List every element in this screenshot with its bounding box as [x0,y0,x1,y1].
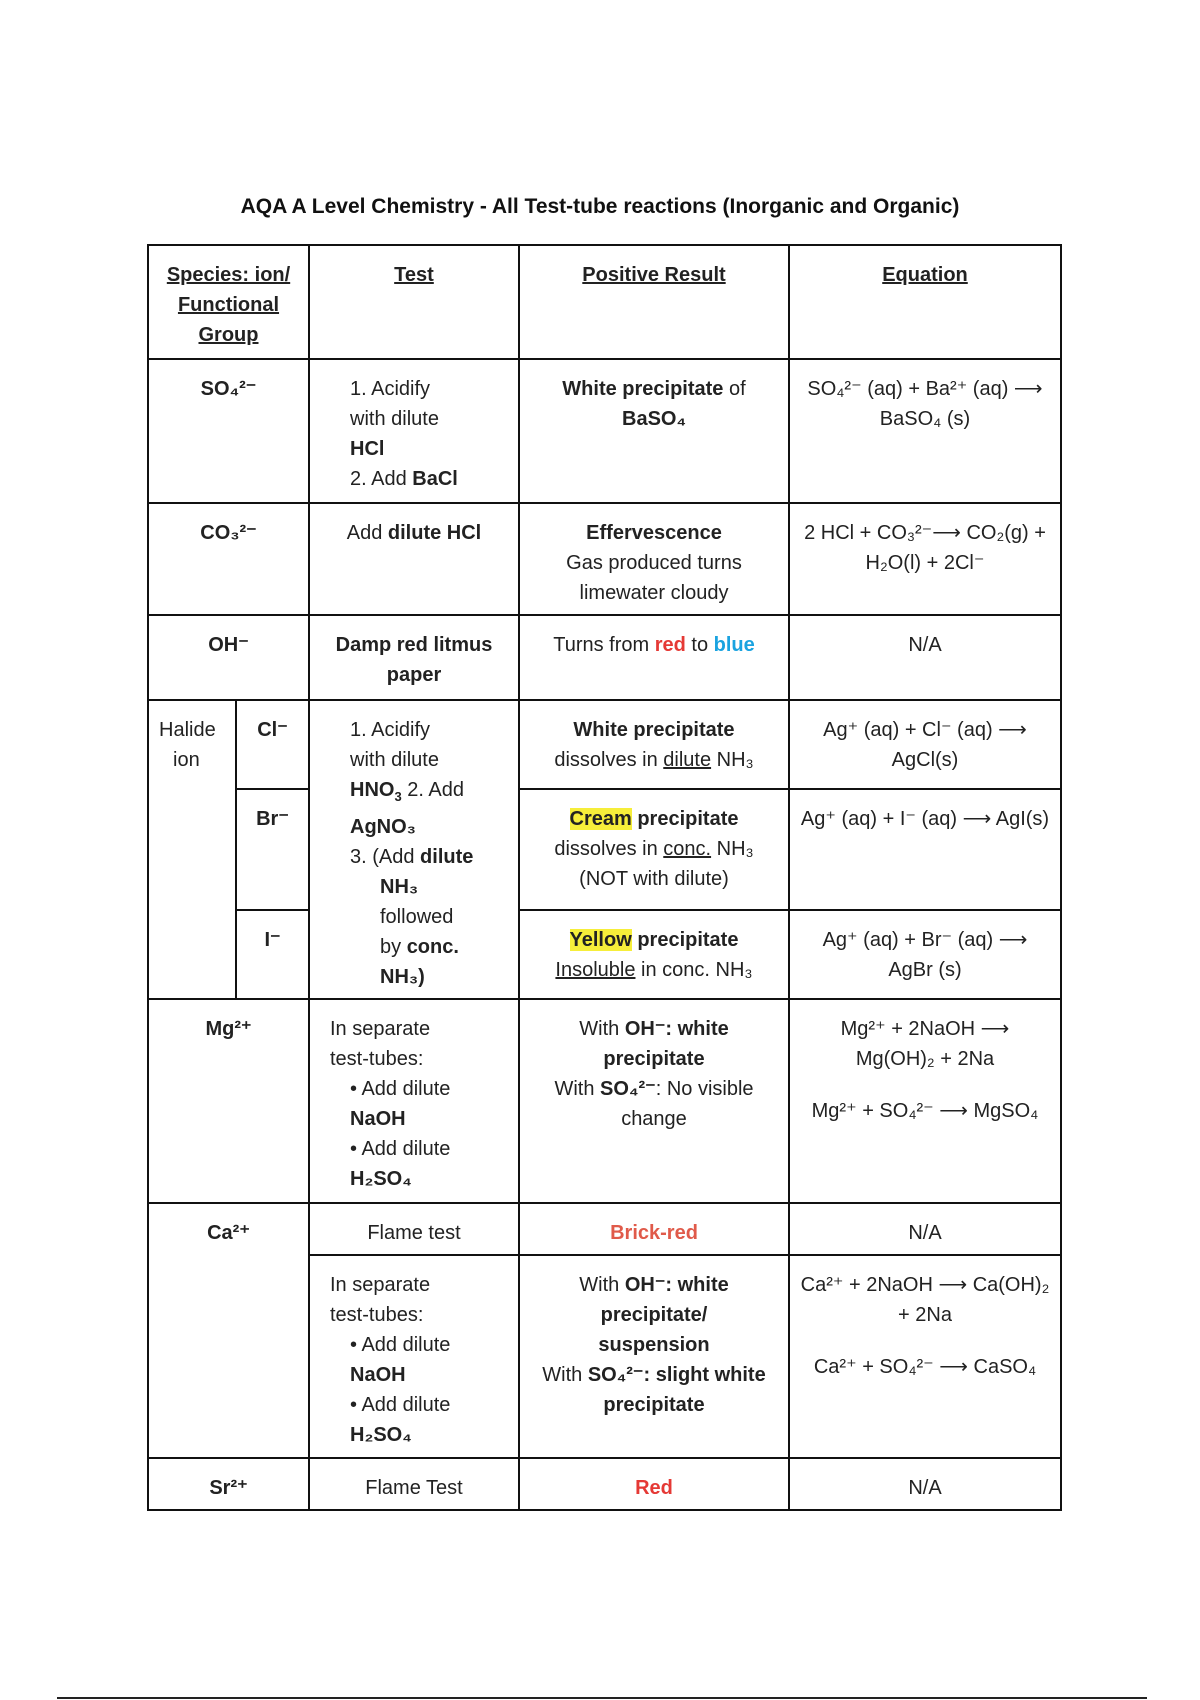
row-halide-bromide [148,789,1061,911]
equation-strontium: N/A [789,1458,1061,1510]
species-hydroxide: OH⁻ [148,615,309,700]
halide-label: Halide ion [148,700,236,999]
equation-sulfate: SO₄²⁻ (aq) + Ba²⁺ (aq) ⟶ BaSO₄ (s) [789,359,1061,503]
reactions-table [147,244,1062,1511]
result-hydroxide: Turns from red to blue [519,615,789,700]
footer-divider [57,1697,1147,1699]
species-sulfate: SO₄²⁻ [148,359,309,503]
row-hydroxide [148,615,1061,700]
row-halide-iodide [148,910,1061,999]
equation-hydroxide: N/A [789,615,1061,700]
result-chloride: White precipitate dissolves in dilute NH₃ [519,700,789,789]
test-hydroxide: Damp red litmus paper [309,615,519,700]
header-species: Species: ion/ Functional Group [148,245,309,359]
result-magnesium: With OH⁻: white precipitate With SO₄²⁻: No visible change [519,999,789,1203]
row-magnesium [148,999,1061,1203]
result-calcium: With OH⁻: white precipitate/ suspension With SO₄²⁻: slight white precipitate [519,1255,789,1458]
equation-carbonate: 2 HCl + CO₃²⁻⟶ CO₂(g) + H₂O(l) + 2Cl⁻ [789,503,1061,615]
result-calcium-flame: Brick-red [519,1203,789,1255]
result-iodide: Yellow precipitate Insoluble in conc. NH₃ [519,910,789,999]
result-sulfate: White precipitate of BaSO₄ [519,359,789,503]
row-halide-chloride [148,700,1061,789]
test-calcium-flame: Flame test [309,1203,519,1255]
test-magnesium: In separate test-tubes: • Add dilute NaOH • Add dilute H₂SO₄ [309,999,519,1203]
species-chloride: Cl⁻ [236,700,309,789]
row-carbonate [148,503,1061,615]
species-carbonate: CO₃²⁻ [148,503,309,615]
row-strontium [148,1458,1061,1510]
equation-magnesium: Mg²⁺ + 2NaOH ⟶ Mg(OH)₂ + 2Na Mg²⁺ + SO₄²⁻ ⟶ MgSO₄ [789,999,1061,1203]
header-test: Test [309,245,519,359]
test-strontium: Flame Test [309,1458,519,1510]
species-iodide: I⁻ [236,910,309,999]
species-magnesium: Mg²⁺ [148,999,309,1203]
test-carbonate: Add dilute HCl [309,503,519,615]
result-carbonate: Effervescence Gas produced turns limewater cloudy [519,503,789,615]
result-bromide: Cream precipitate dissolves in conc. NH₃ (NOT with dilute) [519,789,789,911]
equation-iodide: Ag⁺ (aq) + Br⁻ (aq) ⟶ AgBr (s) [789,910,1061,999]
equation-calcium-flame: N/A [789,1203,1061,1255]
header-row [148,245,1061,359]
species-calcium: Ca²⁺ [148,1203,309,1458]
header-result: Positive Result [519,245,789,359]
equation-bromide: Ag⁺ (aq) + I⁻ (aq) ⟶ AgI(s) [789,789,1061,911]
equation-calcium: Ca²⁺ + 2NaOH ⟶ Ca(OH)₂ + 2Na Ca²⁺ + SO₄²⁻ ⟶ CaSO₄ [789,1255,1061,1458]
row-sulfate [148,359,1061,503]
page-title: AQA A Level Chemistry - All Test-tube reactions (Inorganic and Organic) [240,195,960,218]
species-bromide: Br⁻ [236,789,309,911]
test-halide: 1. Acidify with dilute $HNO_3$ 2. Add AgNO₃ 3. (Add dilute NH₃ followed by conc. NH₃) [309,700,519,999]
test-calcium: In separate test-tubes: • Add dilute NaOH • Add dilute H₂SO₄ [309,1255,519,1458]
row-calcium-flame [148,1203,1061,1255]
result-strontium: Red [519,1458,789,1510]
test-sulfate: 1. Acidify with dilute HCl 2. Add BaCl [309,359,519,503]
species-strontium: Sr²⁺ [148,1458,309,1510]
header-equation: Equation [789,245,1061,359]
equation-chloride: Ag⁺ (aq) + Cl⁻ (aq) ⟶ AgCl(s) [789,700,1061,789]
